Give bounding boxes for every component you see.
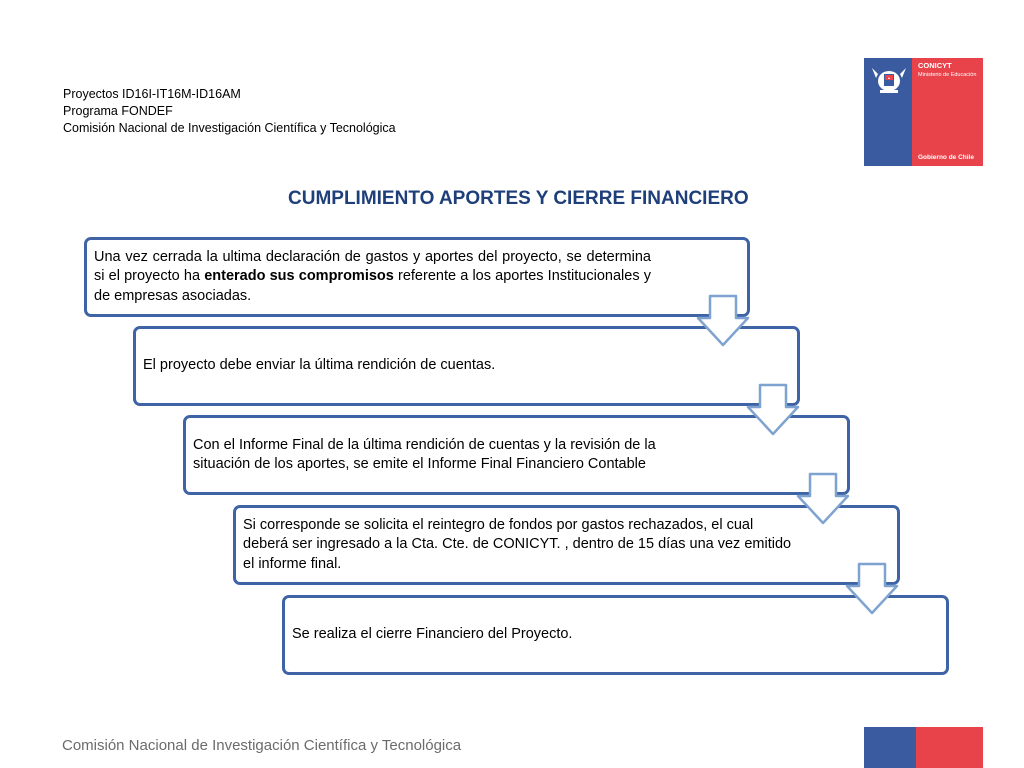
down-arrow-icon bbox=[845, 562, 899, 616]
step-1-text-end: referente a los aportes Institucionales y de empresas asociadas. bbox=[94, 268, 651, 304]
header-text bbox=[63, 86, 396, 137]
step-1-text-bold: enterado sus compromisos bbox=[204, 268, 394, 285]
footer-text: Comisión Nacional de Investigación Científica y Tecnológica bbox=[62, 737, 462, 754]
down-arrow-icon bbox=[746, 383, 800, 437]
footer-logo bbox=[864, 727, 983, 768]
header-line-3: Comisión Nacional de Investigación Científica y Tecnológica bbox=[63, 121, 396, 135]
conicyt-logo bbox=[864, 58, 983, 166]
page-title: CUMPLIMIENTO APORTES Y CIERRE FINANCIERO bbox=[288, 188, 749, 209]
logo-government: Gobierno de Chile bbox=[918, 154, 974, 161]
step-1-text-start: Una vez cerrada la ultima declaración de gastos y aportes del proyecto, se determina si el proyecto ha bbox=[94, 248, 651, 285]
step-2-text: El proyecto debe enviar la última rendición de cuentas. bbox=[143, 357, 496, 374]
step-5-text: Se realiza el cierre Financiero del Proyecto. bbox=[292, 626, 573, 643]
logo-blue-panel bbox=[864, 58, 912, 166]
down-arrow-icon bbox=[696, 294, 750, 348]
step-box-1 bbox=[84, 237, 750, 317]
coat-of-arms-icon bbox=[870, 62, 908, 96]
logo-ministry: Ministerio de Educación bbox=[918, 72, 977, 78]
header-line-2: Programa FONDEF bbox=[63, 104, 173, 118]
down-arrow-icon bbox=[796, 472, 850, 526]
step-1-text bbox=[94, 248, 651, 307]
header-line-1: Proyectos ID16I-IT16M-ID16AM bbox=[63, 87, 241, 101]
logo-name: CONICYT bbox=[918, 61, 952, 70]
footer-logo-red bbox=[916, 727, 983, 768]
step-3-text: Con el Informe Final de la última rendición de cuentas y la revisión de la situación de los aportes, se emite el Informe Final Financiero Contable bbox=[193, 436, 656, 472]
step-4-text: Si corresponde se solicita el reintegro de fondos por gastos rechazados, el cual deberá ser ingresado a la Cta. Cte. de CONICYT. , dentro de 15 días una vez emitido el informe final. bbox=[243, 516, 792, 572]
footer-logo-blue bbox=[864, 727, 916, 768]
